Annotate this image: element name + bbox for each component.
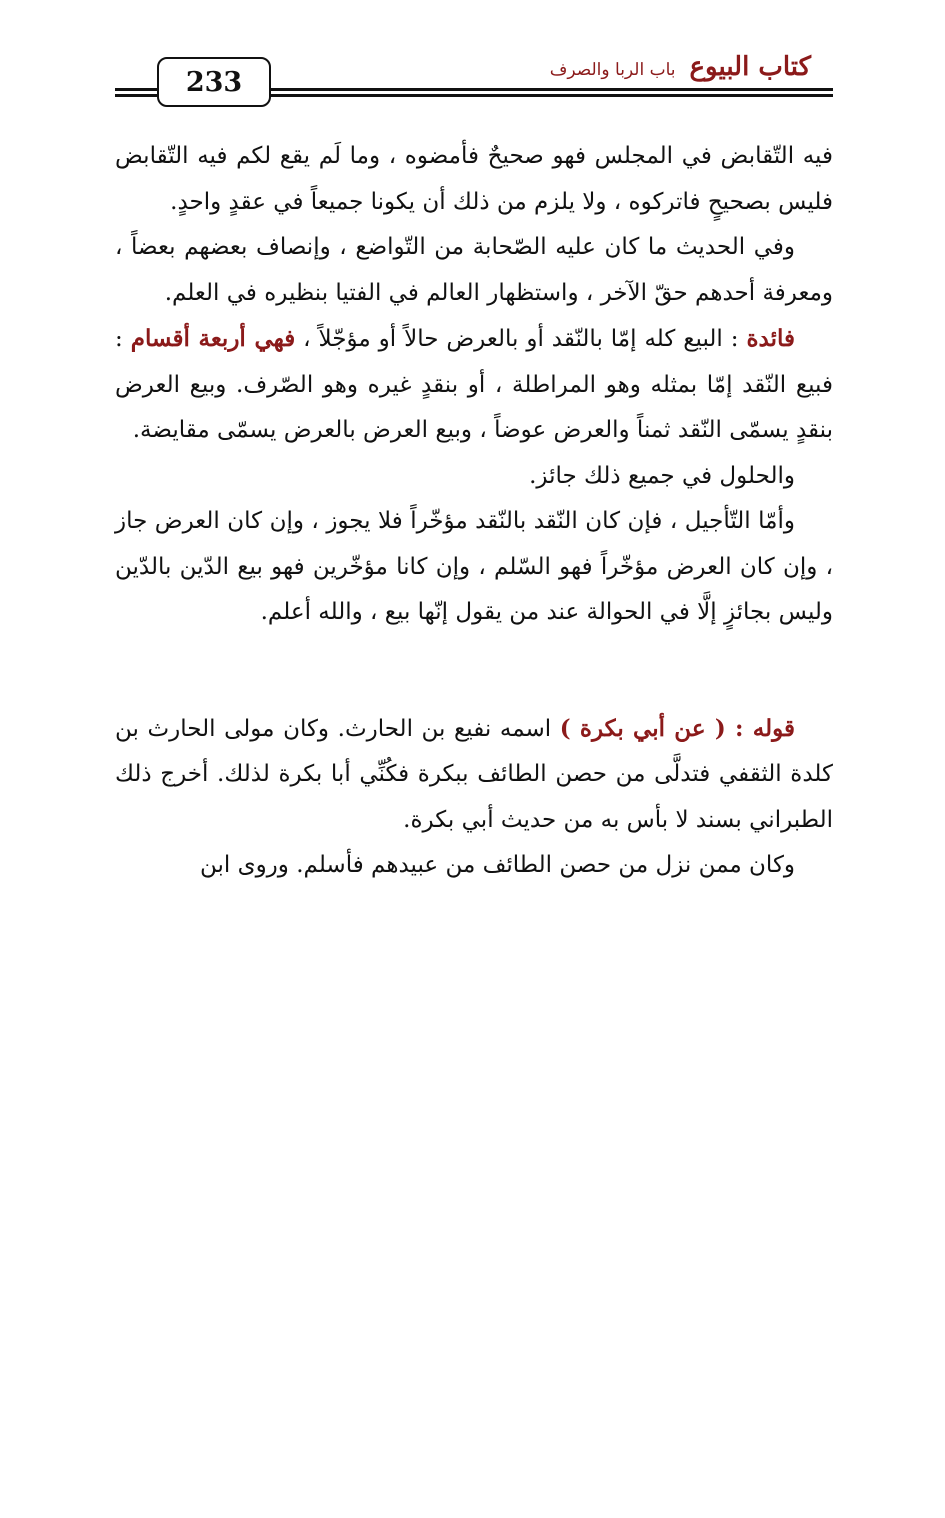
four-categories-label: فهي أربعة أقسام (130, 325, 296, 352)
benefit-label: فائدة (746, 325, 795, 352)
page-body (115, 134, 833, 889)
paragraph-6-text: اسمه نفيع بن الحارث. وكان مولى الحارث بن كلدة الثقفي فتدلَّى من حصن الطائف ببكرة فكُنِّي أبا بكرة لذلك. أخرج ذلك الطبراني بسند لا بأس به من حديث أبي بكرة. (115, 715, 833, 833)
paragraph-1: فيه التّقابض في المجلس فهو صحيحٌ فأمضوه ، وما لَم يقع لكم فيه التّقابض فليس بصحيحٍ فاتركوه ، ولا يلزم من ذلك أن يكونا جميعاً في عقدٍ واحدٍ. (115, 143, 833, 215)
page-header (115, 52, 833, 107)
book-title: كتاب البيوع (689, 52, 811, 82)
page-number: 233 (157, 57, 271, 107)
paragraph-3 (115, 316, 833, 454)
paragraph-6 (115, 706, 833, 844)
quote-label: قوله : ( عن أبي بكرة ) (559, 714, 795, 742)
paragraph-2: وفي الحديث ما كان عليه الصّحابة من التّواضع ، وإنصاف بعضهم بعضاً ، ومعرفة أحدهم حقّ الآخر ، واستظهار العالم في الفتيا بنظيره في العلم. (115, 234, 833, 306)
paragraph-3-text-1: : البيع كله إمّا بالنّقد أو بالعرض حالاً أو مؤجّلاً ، (295, 326, 747, 352)
header-titles (550, 52, 811, 82)
paragraph-4: والحلول في جميع ذلك جائز. (529, 462, 795, 489)
section-gap (115, 636, 833, 706)
paragraph-5: وأمّا التّأجيل ، فإن كان النّقد بالنّقد مؤخّراً فلا يجوز ، وإن كان العرض جاز ، وإن كان العرض مؤخّراً فهو السّلم ، وإن كانا مؤخّرين فهو بيع الدّين بالدّين وليس بجائزٍ إلَّا في الحوالة عند من يقول إنّها بيع ، والله أعلم. (115, 508, 833, 625)
paragraph-3-text-2: : فبيع النّقد إمّا بمثله وهو المراطلة ، أو بنقدٍ غيره وهو الصّرف. وبيع العرض بنقدٍ يسمّى النّقد ثمناً والعرض عوضاً ، وبيع العرض بالعرض يسمّى مقايضة. (115, 326, 833, 443)
chapter-title: باب الربا والصرف (549, 60, 676, 80)
paragraph-7: وكان ممن نزل من حصن الطائف من عبيدهم فأسلم. وروى ابن (199, 852, 795, 878)
